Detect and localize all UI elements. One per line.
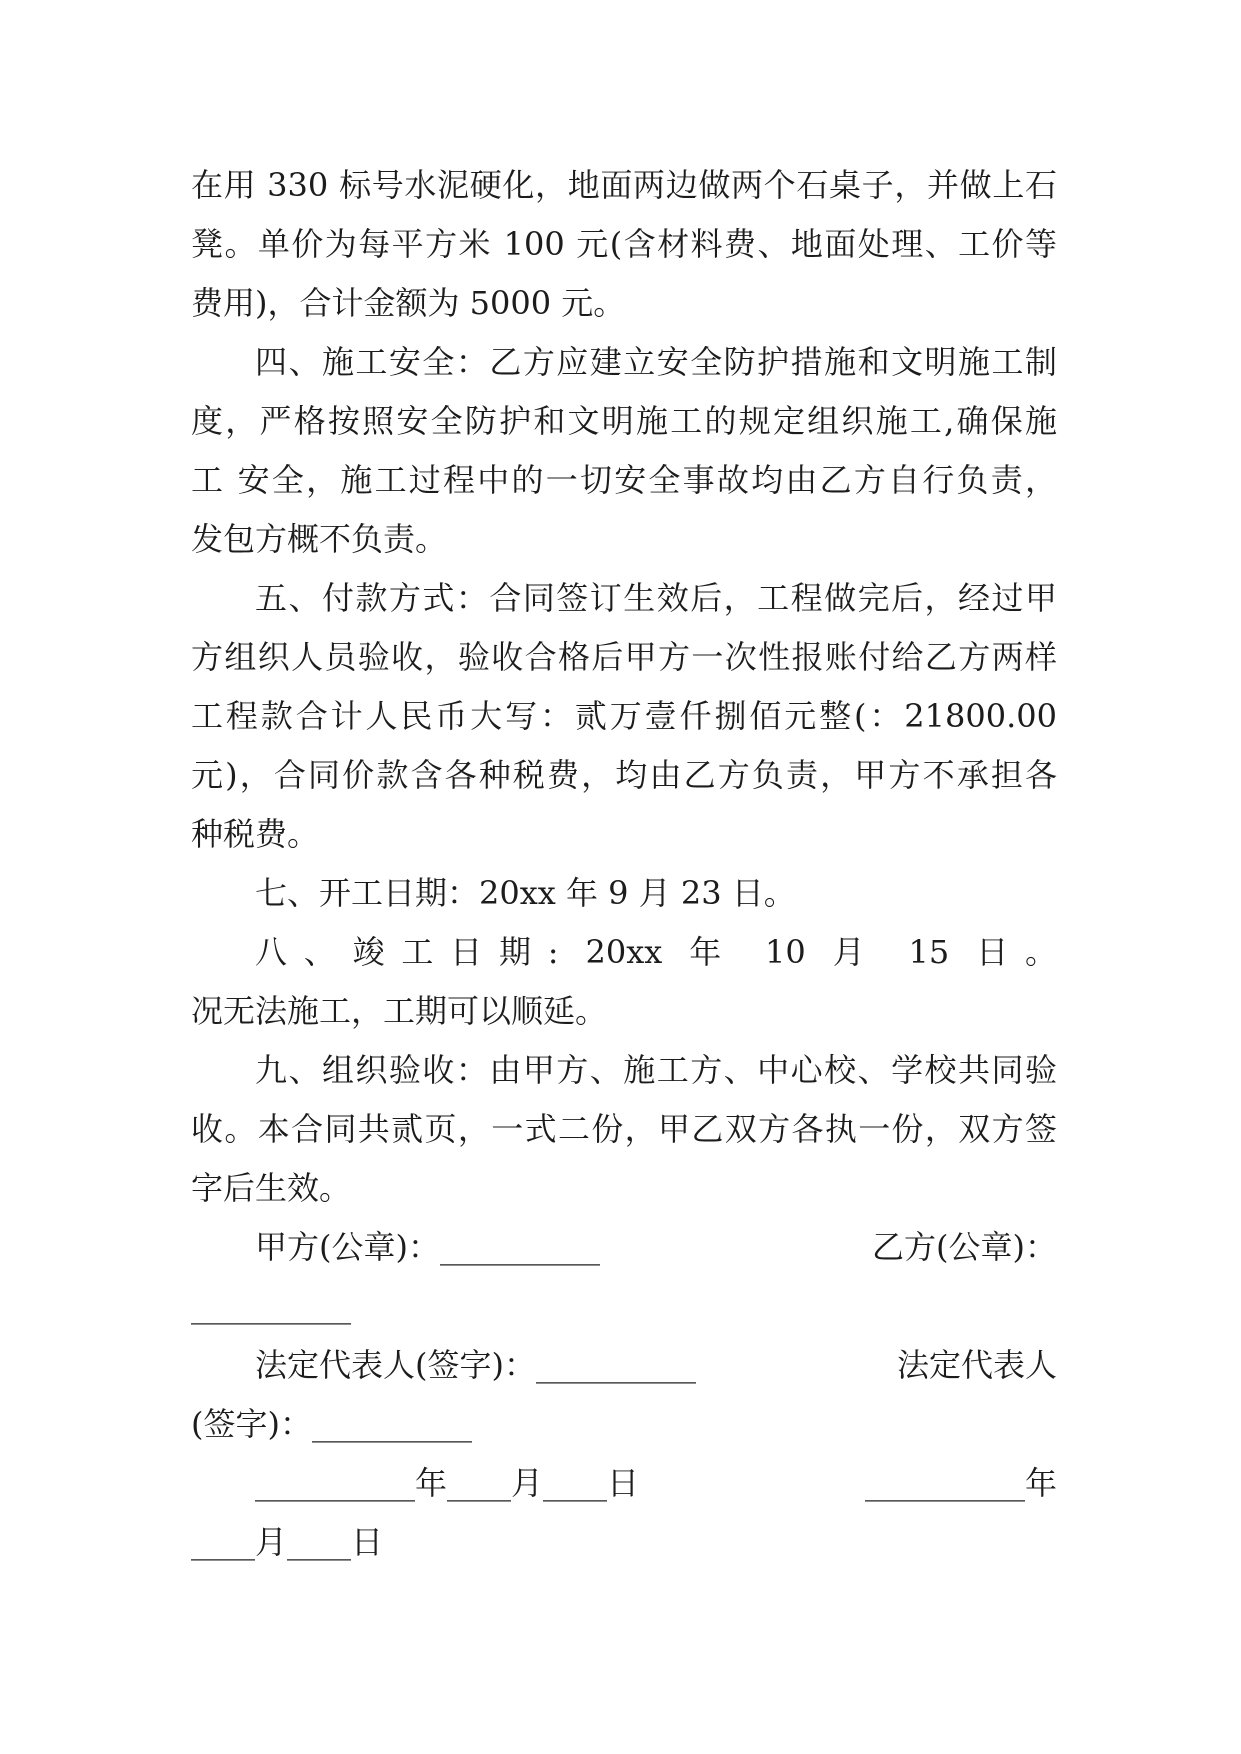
party-b-date-year-field: __________年 [864,1464,1057,1502]
paragraph-line: 况无法施工，工期可以顺延。 [191,992,608,1030]
clause-paragraph-completion-date [191,923,1057,1041]
paragraph-line: 在用 330 标号水泥硬化，地面两边做两个石桌子，并做上石 [191,166,1057,204]
paragraph-line: 方组织人员验收，验收合格后甲方一次性报账付给乙方两样 [191,638,1057,676]
signature-block [191,1218,1057,1572]
paragraph-line: 七、开工日期：20xx 年 9 月 23 日。 [255,874,796,912]
paragraph-line: 八、竣工日期: 20xx 年 10 月 15 日。 [255,933,1057,971]
clause-paragraph-materials [191,156,1057,333]
party-b-seal-label: 乙方(公章)： [872,1228,1057,1266]
paragraph-line: 费用)，合计金额为 5000 元。 [191,284,626,322]
signature-row-representative [191,1336,1057,1395]
paragraph-line: 度，严格按照安全防护和文明施工的规定组织施工,确保施 [191,402,1057,440]
party-b-seal-blank: __________ [191,1287,351,1325]
clause-paragraph-safety [191,333,1057,569]
paragraph-line: 四、施工安全：乙方应建立安全防护措施和文明施工制 [255,343,1057,381]
signature-row-date [191,1454,1057,1513]
party-b-representative-label: 法定代表人 [896,1346,1057,1384]
clause-paragraph-acceptance [191,1041,1057,1218]
paragraph-line: 收。本合同共贰页，一式二份，甲乙双方各执一份，双方签 [191,1110,1057,1148]
party-b-representative-field: (签字)：__________ [191,1405,472,1443]
contract-body [191,156,1057,1572]
paragraph-line: 工程款合计人民币大写：贰万壹仟捌佰元整(：21800.00 [191,697,1057,735]
paragraph-line: 九、组织验收：由甲方、施工方、中心校、学校共同验 [255,1051,1057,1089]
paragraph-line: 种税费。 [191,815,320,853]
signature-row-seal [191,1218,1057,1277]
paragraph-line: 工 安全，施工过程中的一切安全事故均由乙方自行负责， [191,461,1057,499]
paragraph-line: 字后生效。 [191,1169,352,1207]
clause-paragraph-payment [191,569,1057,864]
clause-paragraph-start-date [191,864,1057,923]
party-a-representative-field: 法定代表人(签字)：__________ [255,1346,696,1384]
party-a-date-field: __________年____月____日 [255,1464,640,1502]
party-a-seal-field: 甲方(公章)：__________ [255,1228,600,1266]
paragraph-line: 五、付款方式：合同签订生效后，工程做完后，经过甲 [255,579,1057,617]
paragraph-line: 发包方概不负责。 [191,520,448,558]
paragraph-line: 凳。单价为每平方米 100 元(含材料费、地面处理、工价等 [191,225,1057,263]
party-b-date-month-day-field: ____月____日 [191,1523,384,1561]
paragraph-line: 元)，合同价款含各种税费，均由乙方负责，甲方不承担各 [191,756,1057,794]
